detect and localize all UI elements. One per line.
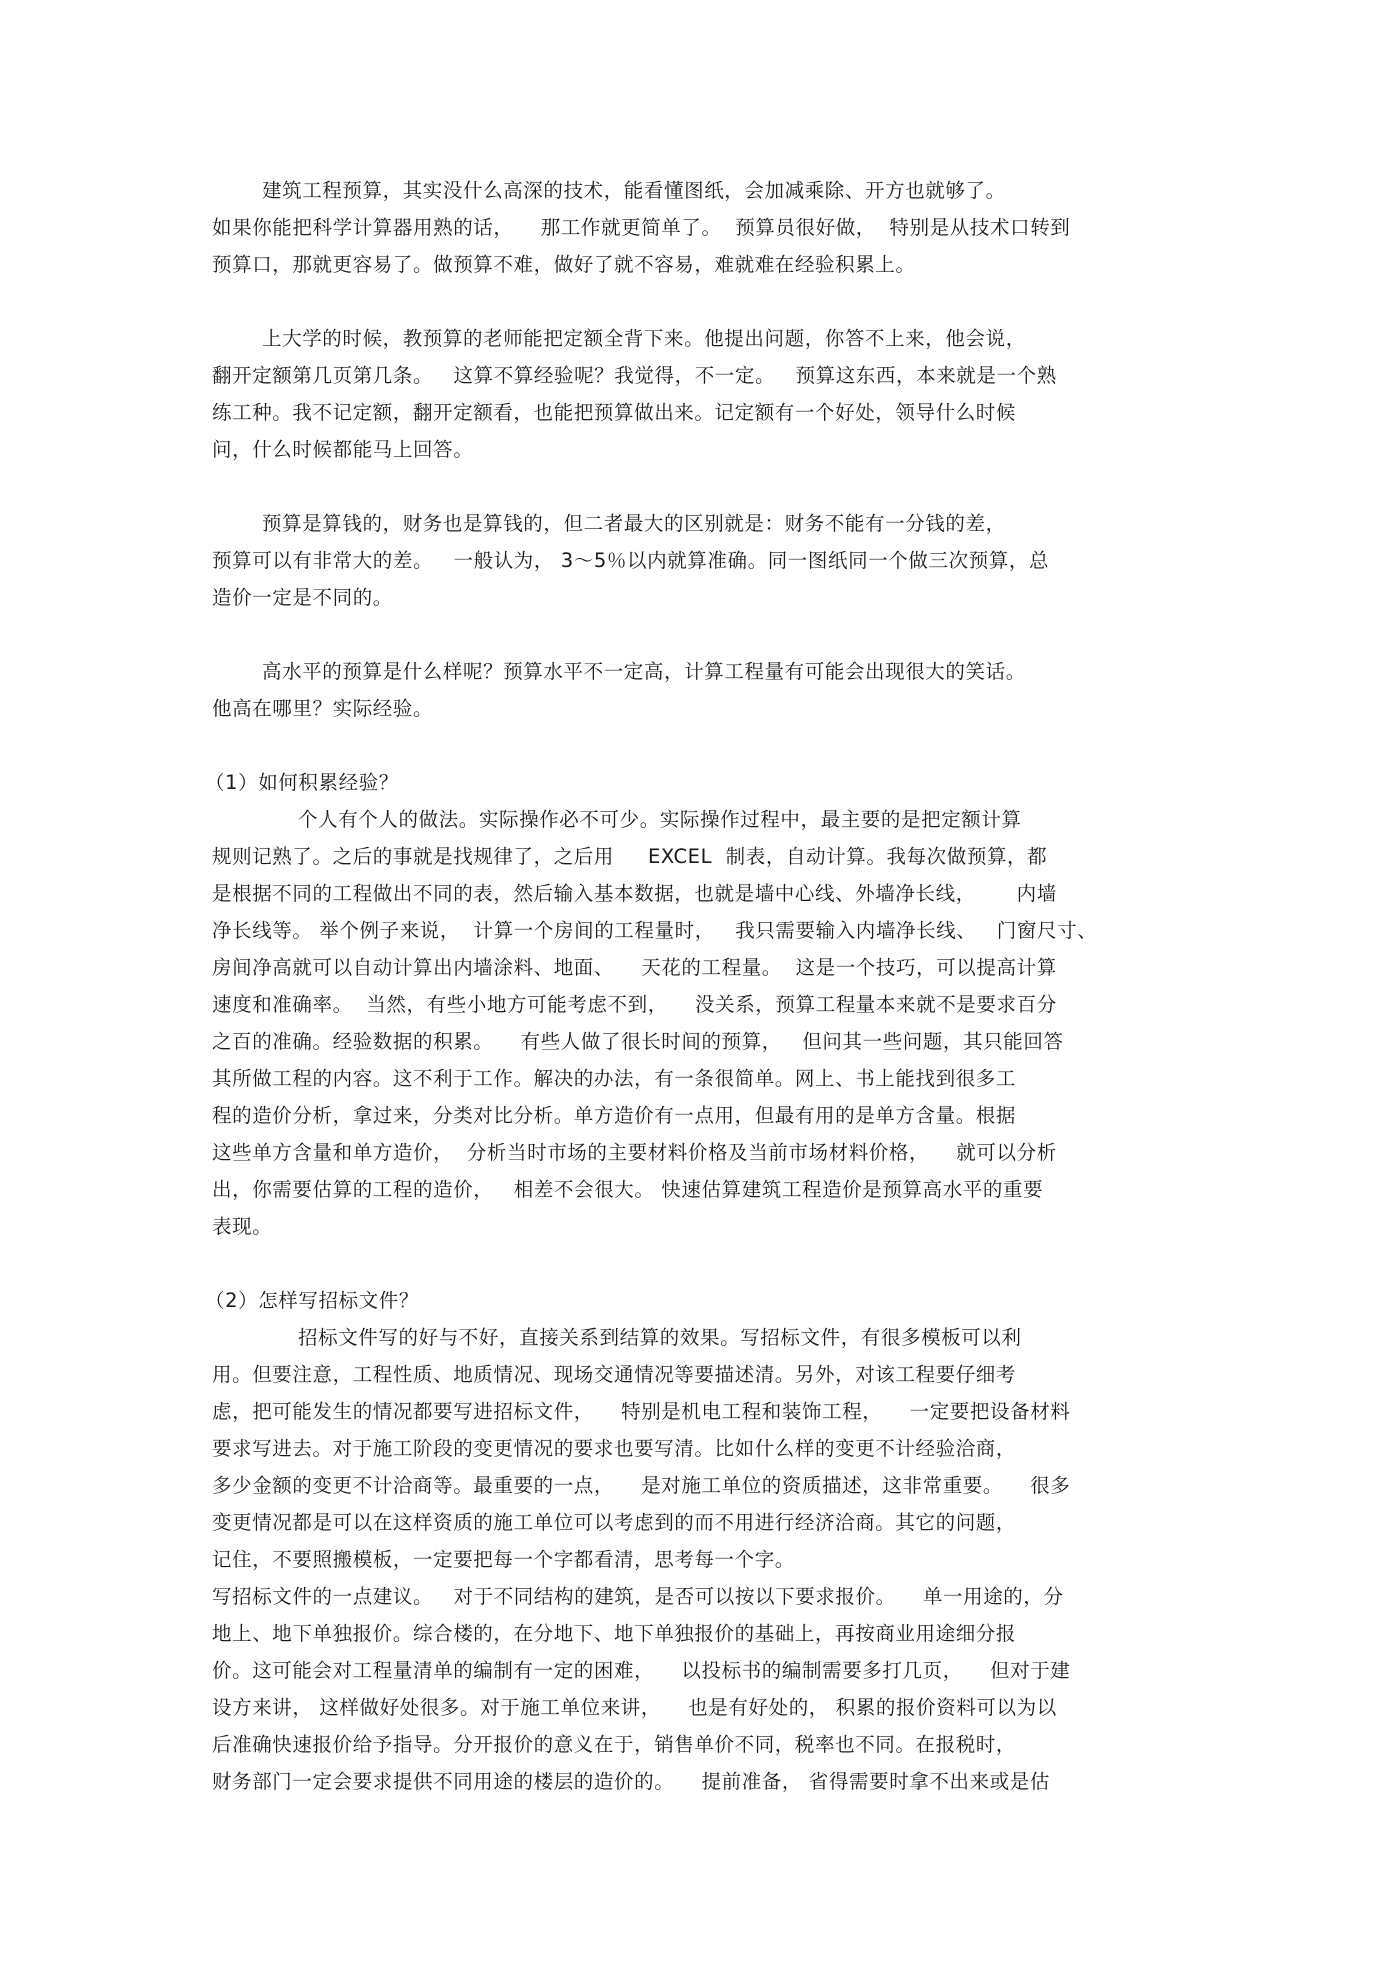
text-line: 记住，不要照搬模板，一定要把每一个字都看清，思考每一个字。 <box>212 1548 795 1571</box>
text-line: 预算可以有非常大的差。 一般认为， 3～5％以内就算准确。同一图纸同一个做三次预算，总 <box>212 549 1050 572</box>
text-line: 建筑工程预算，其实没什么高深的技术，能看懂图纸，会加减乘除、开方也就够了。 <box>262 179 1006 202</box>
text-line: 是根据不同的工程做出不同的表，然后输入基本数据，也就是墙中心线、外墙净长线， 内墙 <box>212 882 1057 905</box>
text-line: 表现。 <box>212 1215 273 1238</box>
text-line: 预算是算钱的，财务也是算钱的，但二者最大的区别就是：财务不能有一分钱的差， <box>262 512 1006 535</box>
text-line: 招标文件写的好与不好，直接关系到结算的效果。写招标文件，有很多模板可以利 <box>298 1326 1022 1349</box>
text-line: 虑，把可能发生的情况都要写进招标文件， 特别是机电工程和装饰工程， 一定要把设备材料 <box>212 1400 1071 1423</box>
text-line: 变更情况都是可以在这样资质的施工单位可以考虑到的而不用进行经济洽商。其它的问题， <box>212 1511 1017 1534</box>
text-line: 出，你需要估算的工程的造价， 相差不会很大。 快速估算建筑工程造价是预算高水平的重要 <box>212 1178 1044 1201</box>
text-line: 上大学的时候，教预算的老师能把定额全背下来。他提出问题，你答不上来，他会说， <box>262 327 1026 350</box>
section-heading: （1）如何积累经验？ <box>205 771 399 794</box>
text-line: 其所做工程的内容。这不利于工作。解决的办法，有一条很简单。网上、书上能找到很多工 <box>212 1067 1017 1090</box>
text-line: 地上、地下单独报价。综合楼的，在分地下、地下单独报价的基础上，再按商业用途细分报 <box>212 1622 1017 1645</box>
text-line: 预算口，那就更容易了。做预算不难，做好了就不容易，难就难在经验积累上。 <box>212 253 916 276</box>
text-line: 速度和准确率。 当然，有些小地方可能考虑不到， 没关系，预算工程量本来就不是要求百分 <box>212 993 1057 1016</box>
section-heading: （2）怎样写招标文件？ <box>205 1289 420 1312</box>
text-line: 如果你能把科学计算器用熟的话， 那工作就更简单了。 预算员很好做， 特别是从技术口转到 <box>212 216 1071 239</box>
text-line: 翻开定额第几页第几条。 这算不算经验呢？我觉得，不一定。 预算这东西，本来就是一个熟 <box>212 364 1057 387</box>
text-line: 个人有个人的做法。实际操作必不可少。实际操作过程中，最主要的是把定额计算 <box>298 808 1022 831</box>
text-line: 问，什么时候都能马上回答。 <box>212 438 474 461</box>
text-line: 写招标文件的一点建议。 对于不同结构的建筑，是否可以按以下要求报价。 单一用途的，分 <box>212 1585 1064 1608</box>
text-line: 多少金额的变更不计洽商等。最重要的一点， 是对施工单位的资质描述，这非常重要。 很多 <box>212 1474 1071 1497</box>
text-line: 程的造价分析，拿过来，分类对比分析。单方造价有一点用，但最有用的是单方含量。根据 <box>212 1104 1017 1127</box>
text-line: 房间净高就可以自动计算出内墙涂料、地面、 天花的工程量。 这是一个技巧，可以提高计算 <box>212 956 1057 979</box>
text-line: 高水平的预算是什么样呢？预算水平不一定高，计算工程量有可能会出现很大的笑话。 <box>262 660 1026 683</box>
text-line: 他高在哪里？实际经验。 <box>212 697 434 720</box>
text-line: 设方来讲， 这样做好处很多。对于施工单位来讲， 也是有好处的， 积累的报价资料可以为以 <box>212 1696 1057 1719</box>
text-line: 后准确快速报价给予指导。分开报价的意义在于，销售单价不同，税率也不同。在报税时， <box>212 1733 1017 1756</box>
text-line: 造价一定是不同的。 <box>212 586 393 609</box>
text-line: 净长线等。 举个例子来说， 计算一个房间的工程量时， 我只需要输入内墙净长线、 门窗尺寸、 <box>212 919 1098 942</box>
text-line: 练工种。我不记定额，翻开定额看，也能把预算做出来。记定额有一个好处，领导什么时候 <box>212 401 1017 424</box>
text-line: 价。这可能会对工程量清单的编制有一定的困难， 以投标书的编制需要多打几页， 但对于建 <box>212 1659 1071 1682</box>
text-line: 这些单方含量和单方造价， 分析当时市场的主要材料价格及当前市场材料价格， 就可以分析 <box>212 1141 1057 1164</box>
text-line: 规则记熟了。之后的事就是找规律了，之后用 EXCEL 制表，自动计算。我每次做预算，都 <box>212 845 1048 868</box>
text-line: 之百的准确。经验数据的积累。 有些人做了很长时间的预算， 但问其一些问题，其只能回答 <box>212 1030 1064 1053</box>
text-line: 用。但要注意，工程性质、地质情况、现场交通情况等要描述清。另外，对该工程要仔细考 <box>212 1363 1017 1386</box>
text-line: 财务部门一定会要求提供不同用途的楼层的造价的。 提前准备， 省得需要时拿不出来或是估 <box>212 1770 1050 1793</box>
text-line: 要求写进去。对于施工阶段的变更情况的要求也要写清。比如什么样的变更不计经验洽商， <box>212 1437 1017 1460</box>
